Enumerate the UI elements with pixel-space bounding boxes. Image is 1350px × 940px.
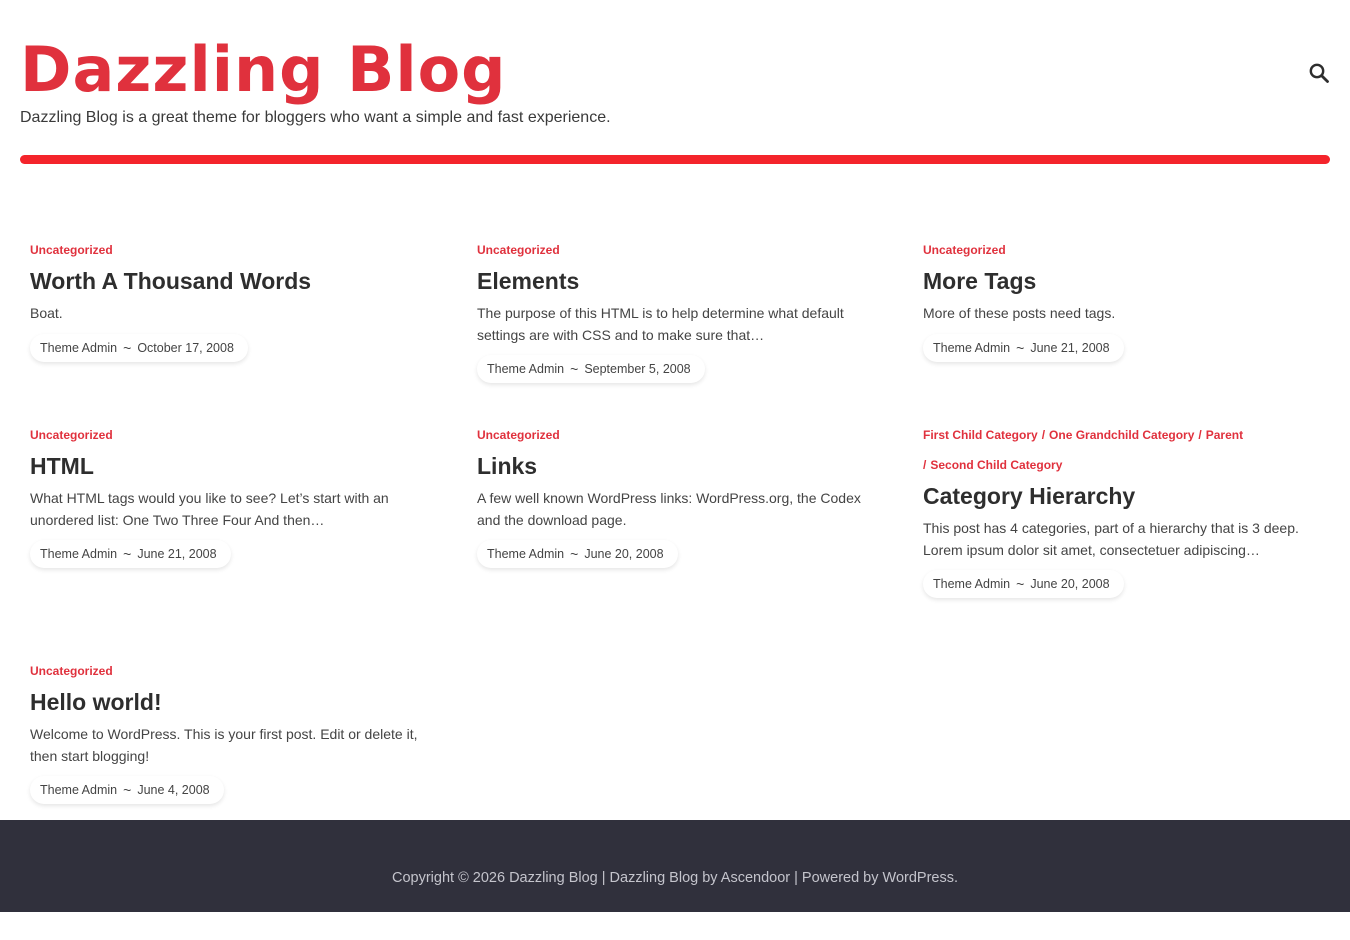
post-meta — [477, 540, 678, 568]
category-link[interactable]: Uncategorized — [923, 243, 1006, 257]
post-author[interactable]: Theme Admin — [933, 340, 1011, 355]
category-link[interactable]: One Grandchild Category — [1049, 428, 1195, 442]
post-card — [30, 235, 430, 362]
post-excerpt: Welcome to WordPress. This is your first post. Edit or delete it, then start blogging! — [30, 726, 418, 764]
post-card — [923, 420, 1303, 598]
post-meta — [30, 334, 248, 362]
category-link[interactable]: Uncategorized — [477, 243, 560, 257]
post-meta — [30, 540, 231, 568]
post-excerpt: What HTML tags would you like to see? Let’s start with an unordered list: One Two Three Four And then… — [30, 490, 389, 528]
post-categories — [30, 656, 425, 686]
post-title[interactable]: More Tags — [923, 268, 1037, 294]
post-date[interactable]: June 4, 2008 — [137, 783, 210, 797]
post-categories — [477, 420, 877, 450]
category-link[interactable]: Uncategorized — [30, 428, 113, 442]
category-separator: / — [1041, 428, 1046, 442]
post-title[interactable]: Worth A Thousand Words — [30, 268, 312, 294]
post-author[interactable]: Theme Admin — [40, 340, 118, 355]
post-meta — [30, 776, 224, 804]
post-meta — [923, 570, 1124, 598]
site-footer — [0, 820, 1350, 912]
category-link[interactable]: Uncategorized — [477, 428, 560, 442]
site-header — [20, 0, 1330, 165]
post-author[interactable]: Theme Admin — [40, 783, 118, 797]
post-excerpt: Boat. — [30, 305, 63, 321]
post-excerpt: A few well known WordPress links: WordPress.org, the Codex and the download page. — [477, 490, 861, 528]
post-title[interactable]: Elements — [477, 268, 580, 294]
category-separator: / — [923, 458, 927, 472]
post-title[interactable]: Hello world! — [30, 689, 162, 715]
category-link[interactable]: First Child Category — [923, 428, 1038, 442]
meta-separator: ~ — [1016, 339, 1025, 356]
post-card — [30, 656, 425, 804]
post-meta — [923, 334, 1124, 362]
meta-separator: ~ — [570, 546, 579, 562]
site-title[interactable]: Dazzling Blog — [20, 33, 507, 106]
post-categories — [30, 420, 430, 450]
footer-copyright: Copyright © 2026 Dazzling Blog | Dazzling Blog by Ascendoor | Powered by WordPress. — [391, 870, 958, 886]
post-date[interactable]: October 17, 2008 — [137, 340, 234, 355]
meta-separator: ~ — [123, 339, 132, 356]
category-link[interactable]: Uncategorized — [30, 243, 113, 257]
post-author[interactable]: Theme Admin — [487, 547, 565, 561]
post-categories — [923, 235, 1323, 265]
post-card — [477, 420, 877, 568]
meta-separator: ~ — [123, 782, 132, 798]
post-date[interactable]: June 21, 2008 — [137, 547, 217, 561]
post-excerpt: More of these posts need tags. — [923, 305, 1116, 321]
post-meta — [477, 355, 705, 383]
post-title[interactable]: Links — [477, 453, 538, 479]
post-date[interactable]: June 20, 2008 — [1030, 577, 1110, 591]
post-categories — [30, 235, 430, 265]
post-title[interactable]: Category Hierarchy — [923, 483, 1136, 509]
post-author[interactable]: Theme Admin — [40, 547, 118, 561]
meta-separator: ~ — [570, 361, 579, 377]
category-link[interactable]: Parent — [1205, 428, 1244, 442]
post-card — [30, 420, 430, 568]
post-author[interactable]: Theme Admin — [933, 577, 1011, 591]
post-date[interactable]: June 21, 2008 — [1030, 340, 1110, 355]
post-excerpt: This post has 4 categories, part of a hierarchy that is 3 deep. Lorem ipsum dolor sit amet, consectetuer adipiscing… — [923, 520, 1299, 558]
header-divider-bar — [20, 155, 1330, 164]
search-icon[interactable] — [1308, 62, 1330, 84]
post-categories — [477, 235, 892, 265]
post-card — [477, 235, 892, 383]
post-title[interactable]: HTML — [30, 453, 94, 479]
post-categories — [923, 420, 1303, 480]
category-link[interactable]: Uncategorized — [30, 664, 113, 678]
post-date[interactable]: September 5, 2008 — [584, 362, 691, 376]
category-separator: / — [1198, 428, 1202, 442]
post-author[interactable]: Theme Admin — [487, 362, 565, 376]
post-excerpt: The purpose of this HTML is to help determine what default settings are with CSS and to make sure that… — [477, 305, 844, 343]
meta-separator: ~ — [1016, 576, 1025, 592]
post-date[interactable]: June 20, 2008 — [584, 547, 664, 561]
post-card — [923, 235, 1323, 362]
site-tagline: Dazzling Blog is a great theme for bloggers who want a simple and fast experience. — [20, 109, 611, 126]
category-link[interactable]: Second Child Category — [930, 458, 1063, 472]
meta-separator: ~ — [123, 546, 132, 562]
